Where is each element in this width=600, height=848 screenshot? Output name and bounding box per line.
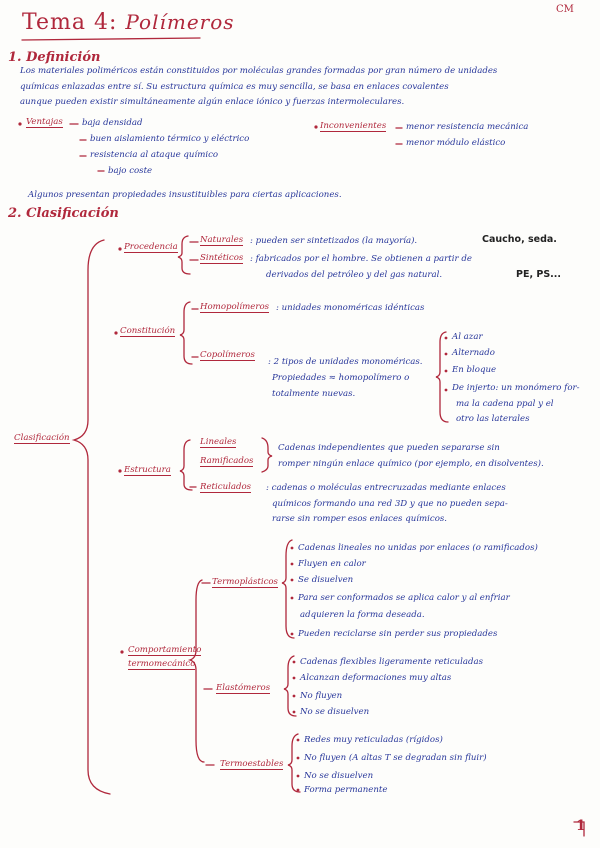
termoestables-item: No fluyen (A altas T se degradan sin fluir) [304, 753, 487, 763]
reticulados-text: químicos formando una red 3D y que no pueden sepa- [272, 499, 508, 509]
termoplasticos-item: Se disuelven [298, 575, 354, 585]
copolymer-type: Al azar [452, 332, 483, 342]
copolimeros-text: Propiedades ≈ homopolímero o [272, 373, 410, 383]
copolymer-type: De injerto: un monómero for- [452, 383, 580, 393]
section-2-heading: 2. Clasificación [8, 206, 119, 221]
ramificados-label: Ramificados [200, 456, 254, 466]
copolymer-type: ma la cadena ppal y el [456, 399, 554, 409]
page-title [22, 10, 235, 35]
procedencia-label: Procedencia [124, 242, 178, 252]
elastomeros-item: No se disuelven [300, 707, 370, 717]
reticulados-text: : cadenas o moléculas entrecruzadas mediante enlaces [266, 483, 506, 493]
title-topic: Tema 4: [22, 10, 118, 35]
comportamiento-label-2: termomecánico [128, 659, 196, 669]
copolymer-type: Alternado [452, 348, 495, 358]
inconveniente-item: menor módulo elástico [406, 138, 506, 148]
termoestables-item: Forma permanente [304, 785, 388, 795]
elastomeros-item: Alcanzan deformaciones muy altas [300, 673, 452, 683]
ventaja-item: bajo coste [108, 166, 153, 176]
copolymer-type: otro las laterales [456, 414, 530, 424]
copolimeros-text: totalmente nuevas. [272, 389, 356, 399]
elastomeros-label: Elastómeros [216, 683, 271, 693]
ventaja-item: baja densidad [82, 118, 143, 128]
homopolimeros-text: : unidades monoméricas idénticas [276, 303, 425, 313]
termoplasticos-item: Cadenas lineales no unidas por enlaces (o ramificados) [298, 543, 538, 553]
copolimeros-text: : 2 tipos de unidades monoméricas. [268, 357, 423, 367]
reticulados-text: rarse sin romper esos enlaces químicos. [272, 514, 448, 524]
homopolimeros-label: Homopolímeros [200, 302, 270, 312]
definition-line-3: aunque pueden existir simultáneamente algún enlace iónico y fuerzas intermoleculares. [20, 97, 405, 107]
title-subject: Polímeros [125, 10, 235, 34]
constitucion-label: Constitución [120, 326, 176, 336]
initials: CM [556, 4, 574, 15]
section-1-heading: 1. Definición [8, 50, 101, 65]
ventajas-label: Ventajas [26, 117, 63, 127]
lineales-ramificados-text: romper ningún enlace químico (por ejemplo, en disolventes). [278, 459, 544, 469]
comportamiento-label: Comportamiento [128, 645, 202, 655]
sinteticos-label: Sintéticos [200, 253, 244, 263]
termoestables-item: No se disuelven [304, 771, 374, 781]
termoplasticos-label: Termoplásticos [212, 577, 278, 587]
note-line: Algunos presentan propiedades insustituibles para ciertas aplicaciones. [28, 190, 342, 200]
ventaja-item: resistencia al ataque químico [90, 150, 219, 160]
reticulados-label: Reticulados [200, 482, 252, 492]
lineales-ramificados-text: Cadenas independientes que pueden separarse sin [278, 443, 500, 453]
root-classification-label: Clasificación [14, 433, 70, 443]
sinteticos-text: derivados del petróleo y del gas natural. [266, 270, 443, 280]
copolimeros-label: Copolímeros [200, 350, 255, 360]
page-number: 1 [576, 818, 586, 834]
elastomeros-item: Cadenas flexibles ligeramente reticuladas [300, 657, 483, 667]
termoplasticos-item: Pueden reciclarse sin perder sus propiedades [298, 629, 498, 639]
naturales-examples: Caucho, seda. [482, 234, 557, 245]
copolymer-type: En bloque [452, 365, 497, 375]
sinteticos-text: : fabricados por el hombre. Se obtienen a partir de [250, 254, 472, 264]
termoestables-label: Termoestables [220, 759, 284, 769]
definition-line-1: Los materiales poliméricos están constituidos por moléculas grandes formadas por gran número de unidades [20, 66, 498, 76]
termoplasticos-item: Fluyen en calor [298, 559, 366, 569]
naturales-text: : pueden ser sintetizados (la mayoría). [250, 236, 418, 246]
elastomeros-item: No fluyen [300, 691, 343, 701]
inconvenientes-label: Inconvenientes [320, 121, 387, 131]
termoplasticos-item: Para ser conformados se aplica calor y al enfriar [298, 593, 510, 603]
sinteticos-examples: PE, PS... [516, 269, 561, 280]
lineales-label: Lineales [200, 437, 237, 447]
termoestables-item: Redes muy reticuladas (rígidos) [304, 735, 443, 745]
termoplasticos-item: adquieren la forma deseada. [300, 610, 425, 620]
inconveniente-item: menor resistencia mecánica [406, 122, 529, 132]
ventaja-item: buen aislamiento térmico y eléctrico [90, 134, 250, 144]
estructura-label: Estructura [124, 465, 171, 475]
definition-line-2: químicas enlazadas entre sí. Su estructura química es muy sencilla, se basa en enlaces covalentes [20, 82, 449, 92]
naturales-label: Naturales [200, 235, 244, 245]
